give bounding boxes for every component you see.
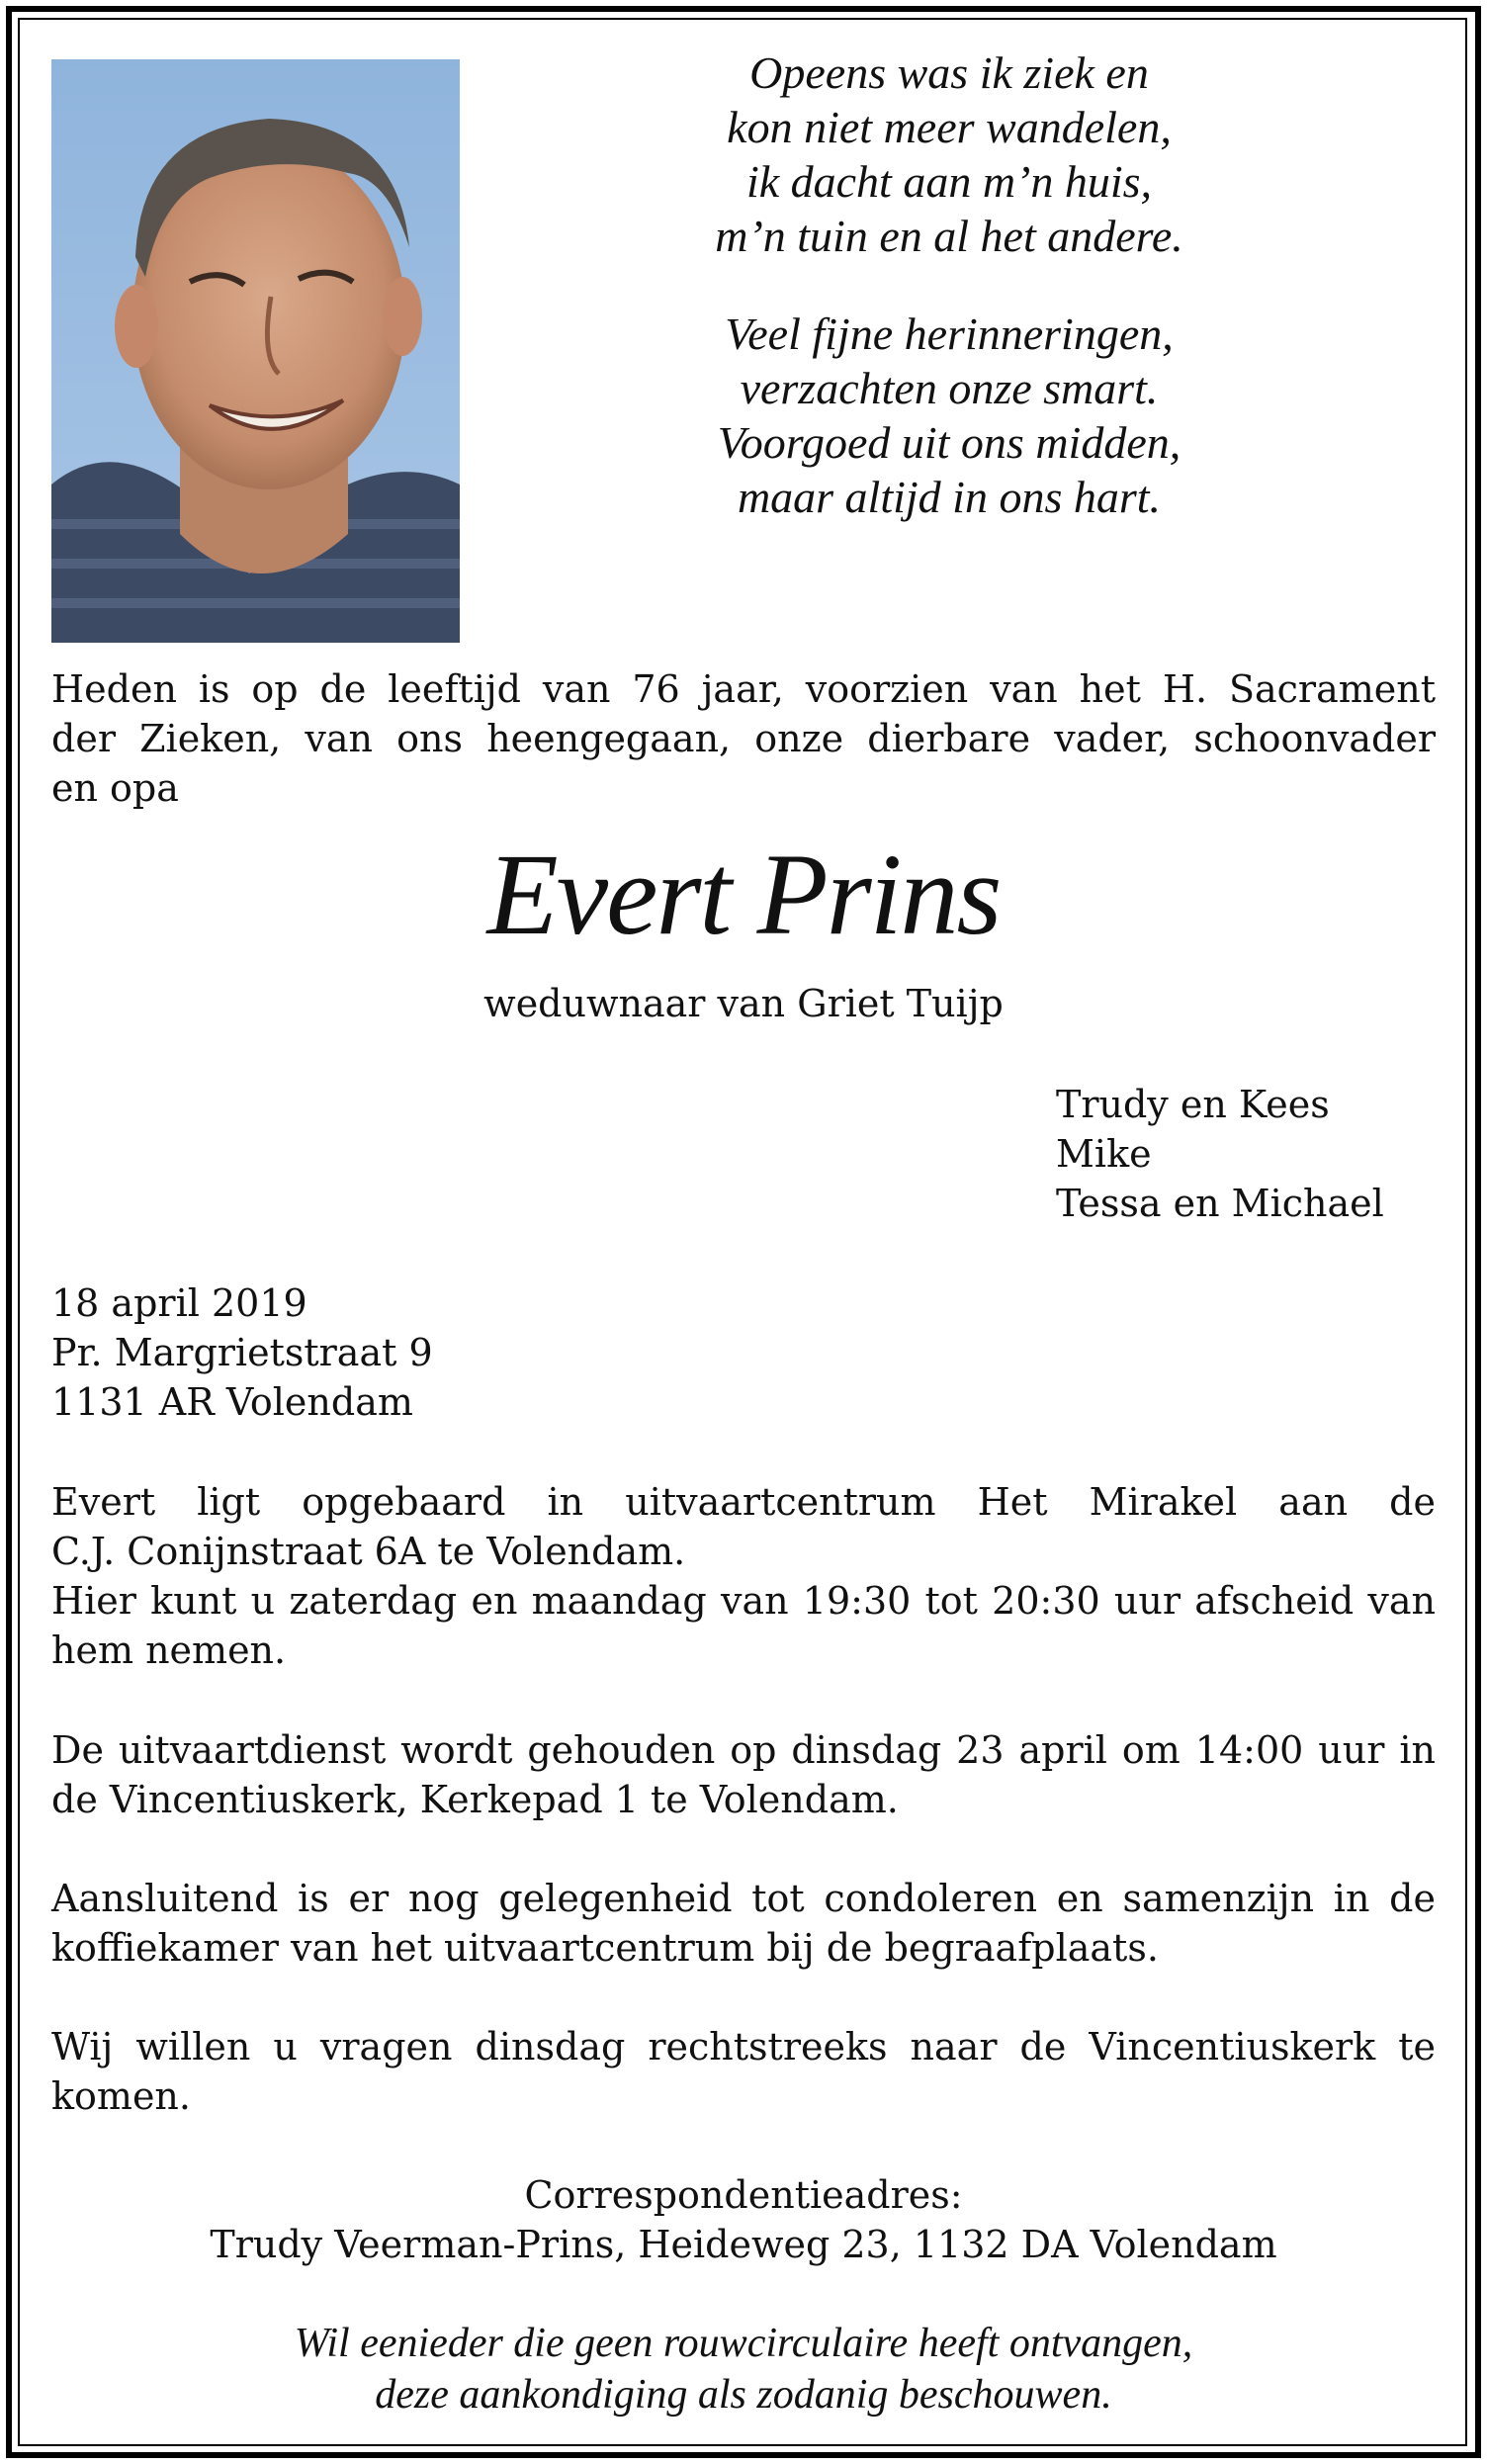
poem-line: Voorgoed uit ons midden, xyxy=(717,417,1181,468)
intro-line: der Zieken, van ons heengegaan, onze dierbare vader, schoonvader xyxy=(51,717,1436,760)
viewing-paragraph xyxy=(51,1477,1436,1675)
poem-line: Opeens was ik ziek en xyxy=(749,47,1149,98)
deceased-name: Evert Prins xyxy=(486,830,1001,959)
family-member: Mike xyxy=(1056,1132,1152,1176)
service-line: de Vincentiuskerk, Kerkepad 1 te Volendam. xyxy=(51,1778,899,1821)
intro-line: Heden is op de leeftijd van 76 jaar, voorzien van het H. Sacrament xyxy=(51,667,1436,711)
poem-line: maar altijd in ons hart. xyxy=(737,472,1162,522)
home-address xyxy=(51,1278,433,1427)
intro-paragraph xyxy=(51,664,1436,813)
viewing-line: C.J. Conijnstraat 6A te Volendam. xyxy=(51,1530,686,1573)
poem-line: verzachten onze smart. xyxy=(740,363,1159,413)
request-paragraph xyxy=(51,2022,1436,2121)
viewing-line: Hier kunt u zaterdag en maandag van 19:30 tot 20:30 uur afscheid van xyxy=(51,1579,1436,1623)
poem-stanza xyxy=(593,45,1305,263)
street: Pr. Margrietstraat 9 xyxy=(51,1331,433,1374)
request-line: komen. xyxy=(51,2074,191,2118)
family-member: Tessa en Michael xyxy=(1056,1182,1384,1225)
correspondence-address: Trudy Veerman-Prins, Heideweg 23, 1132 DA Volendam xyxy=(210,2223,1277,2266)
date: 18 april 2019 xyxy=(51,1281,307,1325)
poem xyxy=(593,45,1305,568)
postcode-city: 1131 AR Volendam xyxy=(51,1380,413,1424)
poem-line: kon niet meer wandelen, xyxy=(727,102,1172,152)
service-line: De uitvaartdienst wordt gehouden op dinsdag 23 april om 14:00 uur in xyxy=(51,1728,1436,1772)
correspondence-label: Correspondentieadres: xyxy=(524,2173,963,2217)
poem-line: Veel fijne herinneringen, xyxy=(725,308,1174,359)
condolence-paragraph xyxy=(51,1874,1436,1973)
portrait-photo xyxy=(51,59,460,643)
poem-stanza xyxy=(593,307,1305,524)
family-member: Trudy en Kees xyxy=(1056,1083,1330,1126)
viewing-line: hem nemen. xyxy=(51,1628,287,1672)
note-line: Wil eenieder die geen rouwcirculaire heeft ontvangen, xyxy=(294,2321,1193,2366)
poem-line: m’n tuin en al het andere. xyxy=(715,211,1183,261)
note-line: deze aankondiging als zodanig beschouwen. xyxy=(375,2372,1112,2418)
intro-line: en opa xyxy=(51,766,179,810)
service-paragraph xyxy=(51,1725,1436,1824)
correspondence-block xyxy=(51,2170,1436,2269)
viewing-line: Evert ligt opgebaard in uitvaartcentrum Het Mirakel aan de xyxy=(51,1480,1436,1524)
family-list xyxy=(1056,1080,1384,1228)
closing-note xyxy=(51,2318,1436,2420)
condolence-line: koffiekamer van het uitvaartcentrum bij de begraafplaats. xyxy=(51,1926,1159,1970)
condolence-line: Aansluitend is er nog gelegenheid tot condoleren en samenzijn in de xyxy=(51,1877,1436,1920)
poem-line: ik dacht aan m’n huis, xyxy=(745,156,1153,207)
request-line: Wij willen u vragen dinsdag rechtstreeks naar de Vincentiuskerk te xyxy=(51,2025,1436,2068)
deceased-subtitle: weduwnaar van Griet Tuijp xyxy=(483,982,1004,1025)
